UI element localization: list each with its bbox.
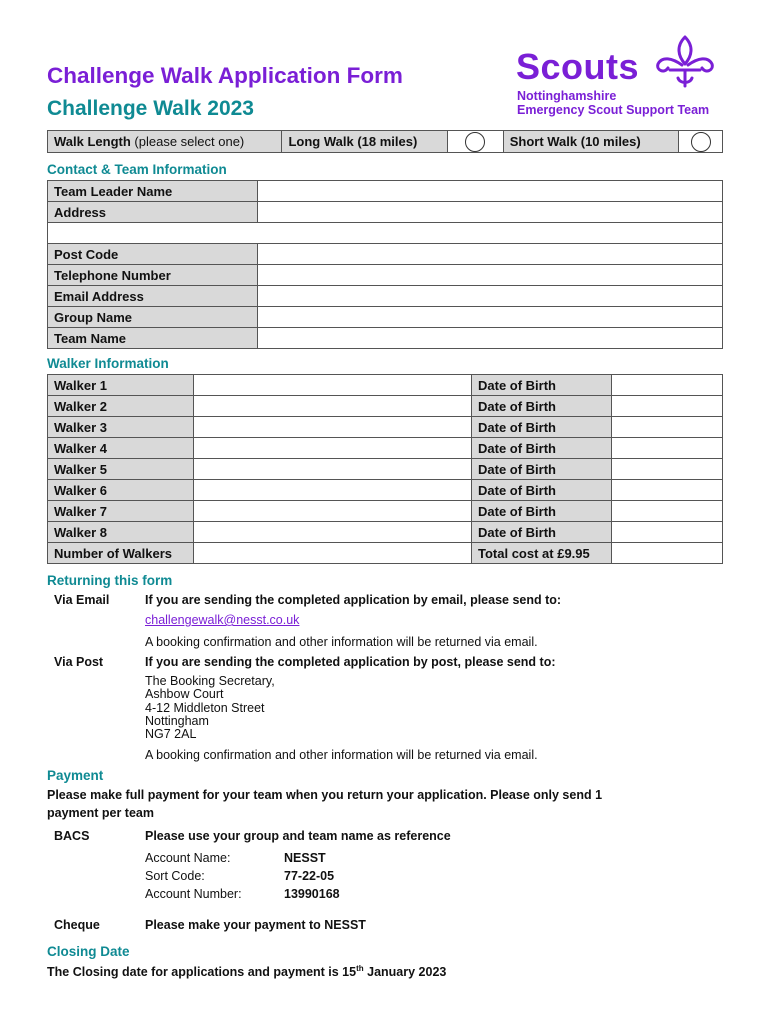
email-address-link[interactable]: challengewalk@nesst.co.uk: [145, 613, 300, 627]
dob-field[interactable]: [612, 459, 723, 480]
dob-field[interactable]: [612, 438, 723, 459]
sort-code-label: Sort Code:: [145, 869, 205, 883]
dob-field[interactable]: [612, 522, 723, 543]
number-of-walkers-label: Number of Walkers: [48, 543, 194, 564]
dob-label: Date of Birth: [472, 438, 612, 459]
via-email-label: Via Email: [54, 593, 110, 607]
postal-address-line: Ashbow Court: [145, 687, 224, 701]
walker-name-field[interactable]: [194, 522, 472, 543]
account-name-value: NESST: [284, 851, 326, 865]
walker-label: Walker 2: [48, 396, 194, 417]
bacs-text: Please use your group and team name as reference: [145, 829, 451, 843]
account-number-label: Account Number:: [145, 887, 242, 901]
post-code-field[interactable]: [258, 244, 723, 265]
dob-label: Date of Birth: [472, 522, 612, 543]
dob-label: Date of Birth: [472, 501, 612, 522]
number-of-walkers-field[interactable]: [194, 543, 472, 564]
walker-name-field[interactable]: [194, 501, 472, 522]
walker-label: Walker 5: [48, 459, 194, 480]
account-number-value: 13990168: [284, 887, 340, 901]
postal-address-line: NG7 2AL: [145, 727, 197, 741]
walker-name-field[interactable]: [194, 396, 472, 417]
contact-table: [47, 180, 723, 349]
long-walk-label: Long Walk (18 miles): [282, 131, 447, 153]
walker-label: Walker 1: [48, 375, 194, 396]
account-name-label: Account Name:: [145, 851, 231, 865]
walk-length-table: [47, 130, 723, 153]
total-cost-field[interactable]: [612, 543, 723, 564]
walker-label: Walker 6: [48, 480, 194, 501]
team-name-label: Team Name: [48, 328, 258, 349]
sort-code-value: 77-22-05: [284, 869, 335, 883]
team-name-field[interactable]: [258, 328, 723, 349]
short-walk-radio[interactable]: [691, 132, 711, 152]
walker-label: Walker 3: [48, 417, 194, 438]
scouts-logo-wordmark: Scouts: [516, 46, 640, 87]
dob-field[interactable]: [612, 480, 723, 501]
dob-field[interactable]: [612, 396, 723, 417]
post-code-label: Post Code: [48, 244, 258, 265]
closing-heading: Closing Date: [47, 944, 130, 959]
dob-label: Date of Birth: [472, 459, 612, 480]
page-subtitle: Challenge Walk 2023: [47, 97, 254, 120]
short-walk-label: Short Walk (10 miles): [503, 131, 679, 153]
walker-heading: Walker Information: [47, 356, 169, 371]
walker-table: [47, 374, 723, 564]
dob-field[interactable]: [612, 501, 723, 522]
email-field[interactable]: [258, 286, 723, 307]
address-field-line1[interactable]: [258, 202, 723, 223]
telephone-field[interactable]: [258, 265, 723, 286]
walker-name-field[interactable]: [194, 459, 472, 480]
email-confirmation-note: A booking confirmation and other information will be returned via email.: [145, 635, 538, 649]
walker-label: Walker 7: [48, 501, 194, 522]
postal-address-line: Nottingham: [145, 714, 209, 728]
returning-heading: Returning this form: [47, 573, 173, 588]
payment-intro-line2: payment per team: [47, 806, 154, 820]
group-name-label: Group Name: [48, 307, 258, 328]
via-email-text: If you are sending the completed application by email, please send to:: [145, 593, 562, 607]
walker-name-field[interactable]: [194, 375, 472, 396]
walker-name-field[interactable]: [194, 480, 472, 501]
postal-address-line: The Booking Secretary,: [145, 674, 275, 688]
bacs-label: BACS: [54, 829, 90, 843]
address-label: Address: [48, 202, 258, 223]
walker-label: Walker 4: [48, 438, 194, 459]
cheque-text: Please make your payment to NESST: [145, 918, 366, 932]
payment-intro-line1: Please make full payment for your team when you return your application. Please only send 1: [47, 788, 603, 802]
walker-label: Walker 8: [48, 522, 194, 543]
logo-line-county: Nottinghamshire: [517, 89, 617, 103]
long-walk-option[interactable]: [447, 131, 503, 153]
long-walk-radio[interactable]: [465, 132, 485, 152]
dob-field[interactable]: [612, 417, 723, 438]
email-label: Email Address: [48, 286, 258, 307]
fleur-de-lis-icon: [652, 34, 718, 92]
dob-label: Date of Birth: [472, 396, 612, 417]
page-title: Challenge Walk Application Form: [47, 63, 403, 88]
address-field-line2[interactable]: [48, 223, 723, 244]
payment-heading: Payment: [47, 768, 104, 783]
cheque-label: Cheque: [54, 918, 100, 932]
team-leader-field[interactable]: [258, 181, 723, 202]
dob-field[interactable]: [612, 375, 723, 396]
post-confirmation-note: A booking confirmation and other information will be returned via email.: [145, 748, 538, 762]
via-post-text: If you are sending the completed application by post, please send to:: [145, 655, 556, 669]
dob-label: Date of Birth: [472, 417, 612, 438]
postal-address-line: 4-12 Middleton Street: [145, 701, 265, 715]
dob-label: Date of Birth: [472, 375, 612, 396]
via-post-label: Via Post: [54, 655, 104, 669]
dob-label: Date of Birth: [472, 480, 612, 501]
short-walk-option[interactable]: [679, 131, 723, 153]
walker-name-field[interactable]: [194, 438, 472, 459]
total-cost-label: Total cost at £9.95: [472, 543, 612, 564]
walk-length-label: Walk Length (please select one): [48, 131, 282, 153]
logo-line-team: Emergency Scout Support Team: [517, 103, 710, 117]
group-name-field[interactable]: [258, 307, 723, 328]
telephone-label: Telephone Number: [48, 265, 258, 286]
closing-date-text: The Closing date for applications and payment is 15th January 2023: [47, 964, 447, 980]
team-leader-label: Team Leader Name: [48, 181, 258, 202]
contact-heading: Contact & Team Information: [47, 162, 227, 177]
walker-name-field[interactable]: [194, 417, 472, 438]
